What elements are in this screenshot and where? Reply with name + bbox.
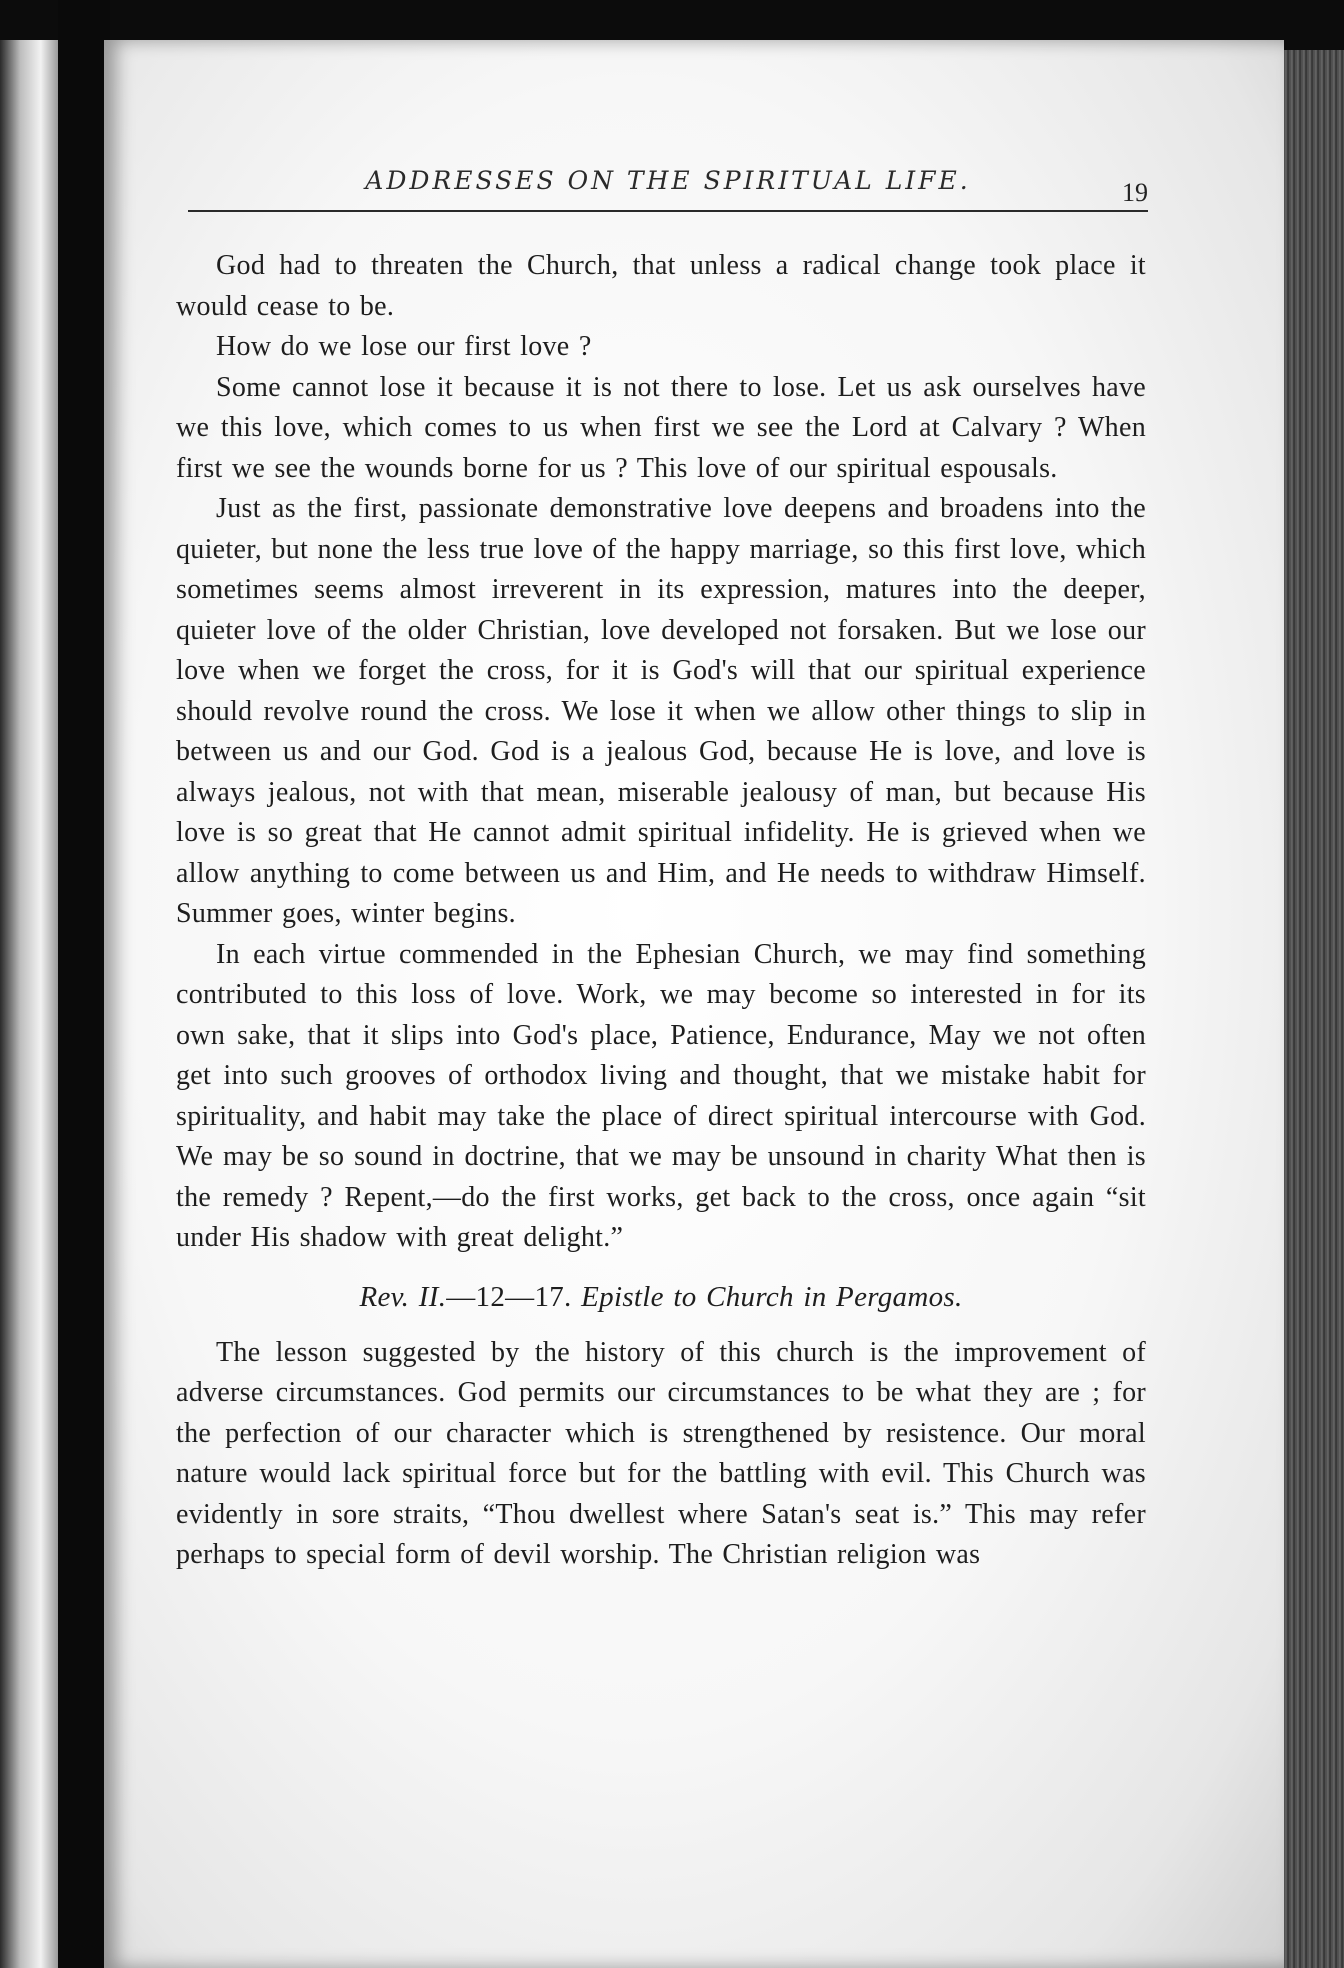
section-heading [176,1277,1146,1317]
body-text [176,246,1146,1576]
previous-page-edge [0,40,58,1968]
running-header [188,164,1148,212]
section-title: Epistle to Church in Pergamos. [581,1280,963,1313]
book-gutter [58,0,110,1968]
paragraph: Just as the first, passionate demonstrative love deepens and broadens into the quieter, but none the less true love of the happy marriage, so this first love, which sometimes seems almost irreverent in its expression, matures into the deeper, quieter love of the older Christian, love developed not forsaken. But we lose our love when we forget the cross, for it is God's will that our spiritual experience should revolve round the cross. We lose it when we allow other things to slip in between us and our God. God is a jealous God, because He is love, and love is always jealous, not with that mean, miserable jealousy of man, but because His love is so great that He cannot admit spiritual infidelity. He is grieved when we allow anything to come between us and Him, and He needs to withdraw Himself. Summer goes, winter begins. [176,493,1146,929]
page-stack-edge [1284,50,1344,1968]
paragraph: Some cannot lose it because it is not there to lose. Let us ask ourselves have we this love, which comes to us when first we see the Lord at Calvary ? When first we see the wounds borne for us ? This love of our spiritual espousals. [176,371,1146,484]
paragraph: The lesson suggested by the history of this church is the improvement of adverse circumstances. God permits our circumstances to be what they are ; for the perfection of our character which is strengthened by resistence. Our moral nature would lack spiritual force but for the battling with evil. This Church was evidently in sore straits, “Thou dwellest where Satan's seat is.” This may refer perhaps to special form of devil worship. The Christian religion was [176,1336,1146,1570]
scripture-reference: Rev. II. [359,1280,447,1313]
paragraph: God had to threaten the Church, that unless a radical change took place it would cease to be. [176,250,1146,322]
paragraph: How do we lose our first love ? [216,331,592,362]
page-number: 19 [1122,178,1148,207]
running-title: ADDRESSES ON THE SPIRITUAL LIFE. [365,166,971,195]
verse-range: —12—17. [446,1280,572,1313]
paragraph: In each virtue commended in the Ephesian Church, we may find something contributed to this loss of love. Work, we may become so interested in for its own sake, that it slips into God's place, Patience, Endurance, May we not often get into such grooves of orthodox living and thought, that we mistake habit for spirituality, and habit may take the place of direct spiritual intercourse with God. We may be so sound in doctrine, that we may be unsound in charity What then is the remedy ? Repent,—do the first works, get back to the cross, once again “sit under His shadow with great delight.” [176,938,1146,1253]
